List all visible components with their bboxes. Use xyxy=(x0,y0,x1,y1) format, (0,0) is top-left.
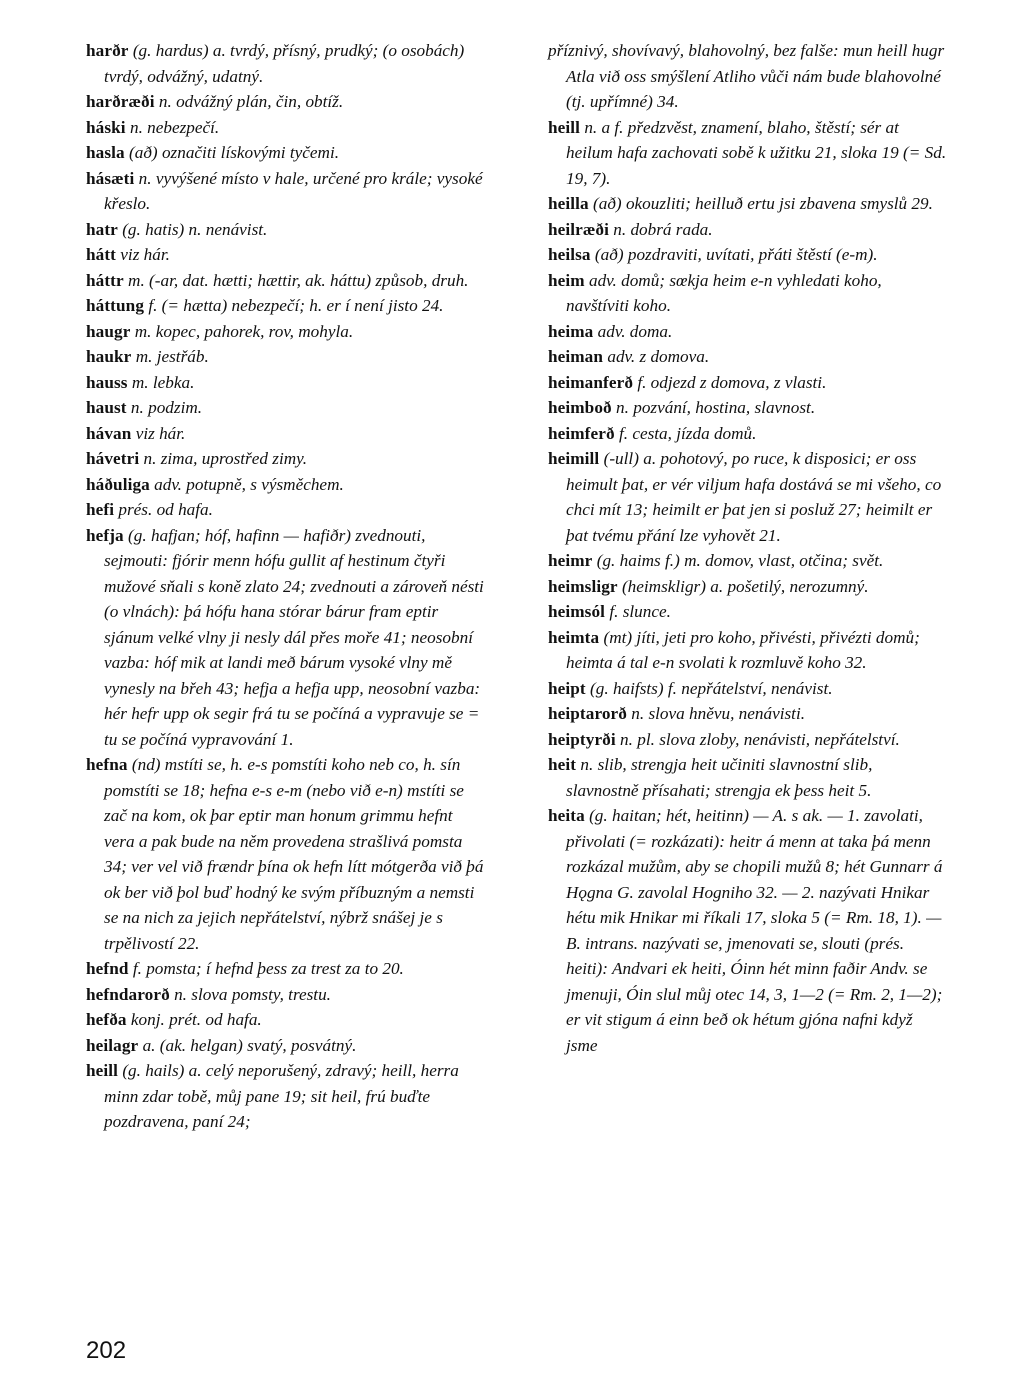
entry-definition: f. odjezd z domova, z vlasti. xyxy=(637,372,827,392)
entry-definition: (g. hafjan; hóf, hafinn — hafiðr) zvednouti, sejmouti: fjórir menn hófu gullit af hestinum čtyři mužové sňali s koně zlato 24; zvednouti a zároveň nésti (o vlnách): þá hófu hana stórar bárur fram eptir sjánum velké vlny ji nesly dál přes moře 41; neosobní vazba: hóf mik at landi með bárum vysoké vlny mě vynesly na břeh 43; hefja a hefja upp, neosobní vazba: hér hefr upp ok segir frá tu se počíná a vypravuje se = tu se počíná vypravování 1. xyxy=(104,525,484,749)
entry-definition: n. slib, strengja heit učiniti slavnostní slib, slavnostně přísahati; strengja ek þess heit 5. xyxy=(566,755,873,800)
dictionary-entry xyxy=(548,191,948,217)
entry-definition: příznivý, shovívavý, blahovolný, bez falše: mun heill hugr Atla við oss smýšlení Atliho vůči nám bude blahovolné (tj. upřímné) 34. xyxy=(548,41,945,111)
dictionary-entry xyxy=(548,344,948,370)
entry-headword: hasla xyxy=(86,143,125,162)
entry-headword: harðr xyxy=(86,41,129,60)
dictionary-entry xyxy=(548,803,948,1058)
entry-headword: hátt xyxy=(86,245,116,264)
dictionary-entry xyxy=(86,344,486,370)
entry-headword: hefi xyxy=(86,500,115,519)
entry-headword: háttr xyxy=(86,270,124,290)
dictionary-entry xyxy=(86,395,486,421)
entry-headword: heimferð xyxy=(548,423,615,443)
entry-definition: (mt) jíti, jeti pro koho, přivésti, přivézti domů; heimta á tal e-n svolati k rozmluvě koho 32. xyxy=(566,627,920,672)
entry-headword: hauss xyxy=(86,372,128,392)
dictionary-entry xyxy=(86,242,486,268)
entry-definition: m. jestřáb. xyxy=(135,347,209,366)
entry-headword: heilla xyxy=(548,194,589,213)
dictionary-entry xyxy=(548,395,948,421)
entry-definition: adv. doma. xyxy=(597,321,673,341)
entry-headword: heimta xyxy=(548,627,600,647)
entry-headword: heiptyrði xyxy=(548,729,616,749)
entry-headword: háttung xyxy=(86,296,145,315)
entry-headword: haugr xyxy=(86,321,131,341)
entry-definition: (g. hails) a. celý neporušený, zdravý; heill, herra minn zdar tobě, můj pane 19; sit heil, frú buďte pozdravena, paní 24; xyxy=(104,1061,459,1131)
dictionary-entry xyxy=(86,38,486,89)
entry-headword: harðræði xyxy=(86,92,155,111)
dictionary-entry xyxy=(86,319,486,345)
entry-headword: heilagr xyxy=(86,1035,139,1055)
entry-definition: n. dobrá rada. xyxy=(613,219,713,239)
entry-headword: heimanferð xyxy=(548,372,634,392)
entry-headword: heit xyxy=(548,755,577,774)
dictionary-entry xyxy=(86,370,486,396)
dictionary-entry xyxy=(548,242,948,268)
dictionary-entry xyxy=(548,115,948,192)
dictionary-entry xyxy=(548,446,948,548)
entry-definition: adv. domů; sœkja heim e-n vyhledati koho, navštíviti koho. xyxy=(566,270,882,315)
dictionary-entry xyxy=(548,421,948,447)
dictionary-entry xyxy=(548,548,948,574)
dictionary-entry xyxy=(548,676,948,702)
entry-headword: heimsól xyxy=(548,602,606,621)
left-column xyxy=(86,38,486,1135)
dictionary-entry xyxy=(86,472,486,498)
entry-headword: heimboð xyxy=(548,398,612,417)
entry-definition: m. lebka. xyxy=(131,372,195,392)
entry-definition: a. (ak. helgan) svatý, posvátný. xyxy=(142,1035,357,1055)
dictionary-entry xyxy=(86,217,486,243)
entry-definition: viz hár. xyxy=(135,423,186,443)
entry-headword: heill xyxy=(548,117,581,137)
entry-headword: heilsa xyxy=(548,245,591,264)
dictionary-entry xyxy=(86,497,486,523)
entry-definition: adv. potupně, s výsměchem. xyxy=(154,474,344,494)
entry-headword: heipt xyxy=(548,678,586,698)
dictionary-entry xyxy=(86,1007,486,1033)
dictionary-entry xyxy=(86,752,486,956)
dictionary-entry xyxy=(548,268,948,319)
entry-definition: n. pozvání, hostina, slavnost. xyxy=(616,398,816,417)
dictionary-entry xyxy=(86,293,486,319)
entry-headword: haukr xyxy=(86,347,132,366)
dictionary-entry xyxy=(86,89,486,115)
dictionary-entry xyxy=(548,217,948,243)
entry-definition: n. vyvýšené místo v hale, určené pro krále; vysoké křeslo. xyxy=(104,168,483,213)
dictionary-entry xyxy=(86,421,486,447)
entry-definition: f. (= hætta) nebezpečí; h. er í není jisto 24. xyxy=(148,296,444,315)
entry-definition: (nd) mstíti se, h. e-s pomstíti koho neb co, h. sín pomstíti se 18; hefna e-s e-m (nebo við e-n) mstíti se zač na kom, ok þar eptir man honum grimmu hefnt vera a pak bude na něm provedena strašlivá pomsta 34; ver vel við frændr þína ok hefn lítt mótgerða við þá ok ber við þol buď hodný ke svým příbuzným a nemsti se na nich za jejich nepřátelství, nýbrž snášej je s trpělivostí 22. xyxy=(104,755,484,953)
entry-headword: heill xyxy=(86,1061,119,1080)
entry-definition: (g. haims f.) m. domov, vlast, otčina; svět. xyxy=(596,551,884,570)
dictionary-entry xyxy=(86,115,486,141)
dictionary-entry xyxy=(548,701,948,727)
dictionary-entry xyxy=(86,140,486,166)
dictionary-entry xyxy=(86,956,486,982)
dictionary-entry xyxy=(86,1058,486,1135)
entry-headword: háðuliga xyxy=(86,474,150,494)
entry-definition: (g. haitan; hét, heitinn) — A. s ak. — 1. zavolati, přivolati (= rozkázati): heitr á menn at taka þá menn rozkázal mužům, aby se chopili mužů 8; hét Gunnarr á Hǫgna G. zavolal Hogniho 32. — 2. nazývati Hnikar hétu mik Hnikar mi říkali 17, sloka 5 (= Rm. 18, 1). — B. intrans. nazývati se, jmenovati se, slouti (prés. heiti): Andvari ek heiti, Óinn hét minn faðir Andv. se jmenuji, Óin slul můj otec 14, 3, 1—2 (= Rm. 2, 1—2); er vit stigum á einn beð ok hétum gjóna nafni když jsme xyxy=(566,806,943,1055)
entry-headword: heim xyxy=(548,270,585,290)
entry-definition: konj. prét. od hafa. xyxy=(130,1010,262,1029)
entry-definition: n. nebezpečí. xyxy=(129,117,220,137)
dictionary-entry xyxy=(86,446,486,472)
entry-headword: hásæti xyxy=(86,168,135,188)
entry-definition: f. cesta, jízda domů. xyxy=(618,423,757,443)
entry-headword: hefna xyxy=(86,755,128,774)
entry-headword: heiptarorð xyxy=(548,704,627,723)
entry-headword: hefða xyxy=(86,1010,127,1029)
entry-headword: heimr xyxy=(548,551,593,570)
entry-definition: (að) okouzliti; heilluð ertu jsi zbavena smyslů 29. xyxy=(593,194,933,213)
entry-definition: (að) označiti lískovými tyčemi. xyxy=(129,143,340,162)
entry-definition: f. pomsta; í hefnd þess za trest za to 20. xyxy=(132,959,404,978)
entry-definition: m. (-ar, dat. hætti; hættir, ak. háttu) způsob, druh. xyxy=(128,270,469,290)
dictionary-entry xyxy=(86,166,486,217)
entry-definition: m. kopec, pahorek, rov, mohyla. xyxy=(134,321,354,341)
dictionary-entry xyxy=(548,599,948,625)
entry-definition: n. slova hněvu, nenávisti. xyxy=(631,704,806,723)
right-column xyxy=(548,38,948,1058)
entry-definition: (g. haifsts) f. nepřátelství, nenávist. xyxy=(590,678,833,698)
entry-headword: haust xyxy=(86,398,127,417)
entry-definition: (g. hardus) a. tvrdý, přísný, prudký; (o osobách) tvrdý, odvážný, udatný. xyxy=(104,41,465,86)
entry-definition: n. podzim. xyxy=(130,398,203,417)
entry-headword: heima xyxy=(548,321,594,341)
page-number: 202 xyxy=(86,1337,127,1364)
entry-headword: háski xyxy=(86,117,126,137)
entry-definition: adv. z domova. xyxy=(607,347,710,366)
entry-definition: n. slova pomsty, trestu. xyxy=(174,984,331,1004)
entry-definition: n. odvážný plán, čin, obtíž. xyxy=(158,92,344,111)
dictionary-entry xyxy=(548,319,948,345)
dictionary-entry xyxy=(548,574,948,600)
entry-headword: hatr xyxy=(86,219,118,239)
entry-headword: hávan xyxy=(86,423,132,443)
entry-definition: n. pl. slova zloby, nenávisti, nepřátelství. xyxy=(620,729,900,749)
entry-headword: hávetri xyxy=(86,449,140,468)
entry-definition: (-ull) a. pohotový, po ruce, k disposici; er oss heimult þat, er vér viljum hafa dostává se mi všeho, co chci mít 13; heimilt er þat jen si posluž 27; heimilt er þat tvému přání lze vyhovět 21. xyxy=(566,449,942,545)
dictionary-entry xyxy=(548,752,948,803)
dictionary-entry xyxy=(86,523,486,753)
entry-headword: heiman xyxy=(548,347,604,366)
entry-definition: f. slunce. xyxy=(609,602,671,621)
entry-headword: hefnd xyxy=(86,959,129,978)
entry-definition: (að) pozdraviti, uvítati, přáti štěstí (e-m). xyxy=(594,245,878,264)
entry-definition: prés. od hafa. xyxy=(118,500,213,519)
entry-definition: (g. hatis) n. nenávist. xyxy=(122,219,268,239)
entry-headword: heilræði xyxy=(548,219,609,239)
dictionary-entry xyxy=(548,370,948,396)
entry-definition: (heimskligr) a. pošetilý, nerozumný. xyxy=(621,576,869,596)
entry-definition: n. zima, uprostřed zimy. xyxy=(143,449,308,468)
entry-definition: viz hár. xyxy=(120,245,170,264)
dictionary-entry xyxy=(548,625,948,676)
entry-definition: n. a f. předzvěst, znamení, blaho, štěstí; sér at heilum hafa zachovati sobě k užitku 21, sloka 19 (= Sd. 19, 7). xyxy=(566,117,947,188)
entry-headword: hefja xyxy=(86,525,124,545)
entry-headword: heimsligr xyxy=(548,576,618,596)
dictionary-entry xyxy=(86,268,486,294)
dictionary-entry xyxy=(86,982,486,1008)
entry-headword: heimill xyxy=(548,449,600,468)
dictionary-entry xyxy=(86,1033,486,1059)
dictionary-entry xyxy=(548,727,948,753)
dictionary-entry xyxy=(548,38,948,115)
entry-headword: hefndarorð xyxy=(86,984,170,1004)
entry-headword: heita xyxy=(548,806,585,825)
